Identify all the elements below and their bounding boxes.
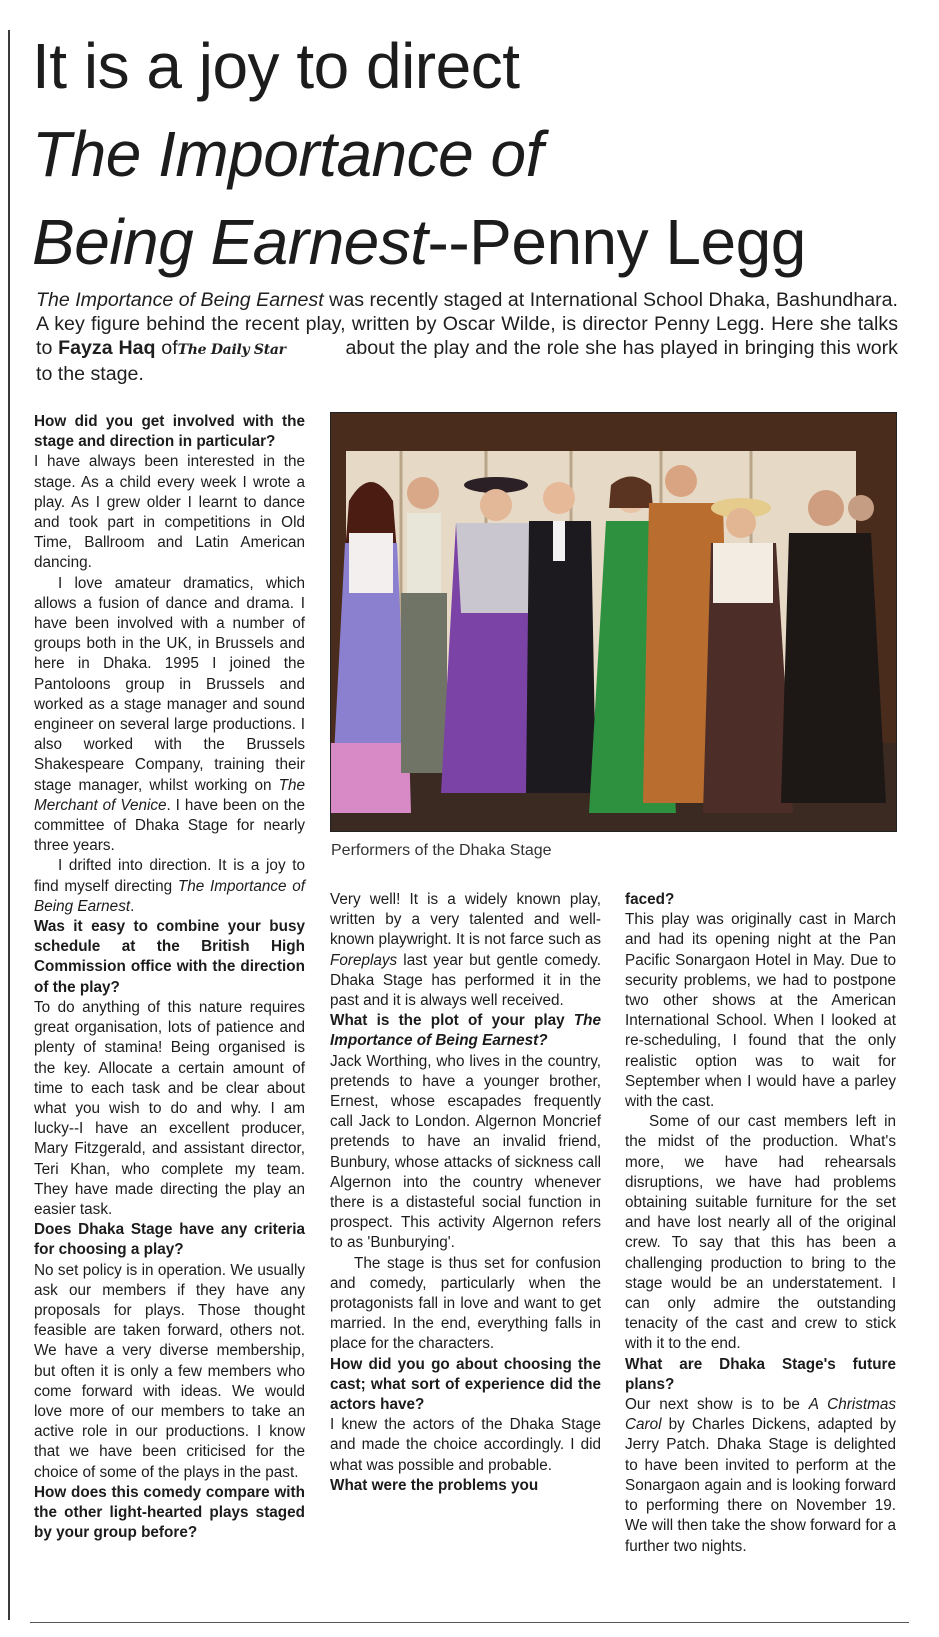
headline-play-title: Being Earnest [32,206,428,278]
lede-paragraph [36,288,898,386]
answer-text: Our next show is to be [625,1396,809,1414]
answer: The stage is thus set for confusion and comedy, particularly when the protagonists fall in love and want to get married. In the end, everything falls in place for the characters. [330,1254,601,1353]
answer [625,1395,896,1557]
question: How did you go about choosing the cast; what sort of experience did the actors have? [330,1355,601,1414]
question: Does Dhaka Stage have any criteria for choosing a play? [34,1221,305,1259]
headline [32,22,912,286]
answer [330,890,601,1011]
question: Was it easy to combine your busy schedule at the British High Commission office with the direction of the play? [34,918,305,996]
answer: To do anything of this nature requires great organisation, lots of patience and plenty of stamina! Being organised is the key. Allocate a certain amount of time to each task and be clear about what you wish to do and why. I am lucky--I have an excellent producer, Mary Fitzgerald, and assistant director, Teri Khan, who complete my team. They have made directing the play an easier task. [34,998,305,1218]
question: What were the problems you [330,1476,539,1494]
answer: I have always been interested in the stage. As a child every week I wrote a play. As I grew older I learnt to dance and took part in competitions in Old Time, Ballroom and Latin American dancing. [34,453,305,572]
answer-text: by Charles Dickens, adapted by Jerry Patch. Dhaka Stage is delighted to have been invited to perform at the Sonargaon again and is looking forward to performing there on November 19. We will then take the show forward for a further two nights. [625,1416,896,1555]
answer [34,856,305,917]
answer: Some of our cast members left in the midst of the production. What's more, we have had rehearsals disruptions, we have had problems obtaining suitable furniture for the set and have lost nearly all of the original crew. To say that this has been a challenging production to bring to the stage would be an understatement. I can only admire the outstanding tenacity of the cast and crew to stick with it to the end. [625,1113,896,1353]
headline-line-2: The Importance of [32,118,543,190]
question: faced? [625,891,675,908]
question-italic: The Importance of Being Earnest? [330,1012,601,1050]
answer-text: I drifted into direction. It is a joy to find myself directing [34,857,305,895]
answer: Jack Worthing, who lives in the country, pretends to have a younger brother, Ernest, whose escapades frequently call Jack to London. Algernon Moncrief pretends to have an invalid friend, Bunbury, whose attacks of sickness call Algernon into the country whenever there is a distasteful social function in prospect. This activity Algernon refers to as 'Bunburying'. [330,1052,601,1252]
question-text: What is the plot of your play [330,1012,574,1030]
article-column-1 [34,412,305,1543]
answer: I knew the actors of the Dhaka Stage and made the choice accordingly. I did what was possible and probable. [330,1416,601,1474]
bottom-rule [30,1622,909,1623]
lede-text-of: of [155,337,178,359]
cast-photo [330,412,897,832]
lede-play-title: The Importance of Being Earnest [36,289,324,311]
question [330,1011,601,1051]
headline-byline: --Penny Legg [427,206,806,278]
lede-text: was recently staged at International School Dhaka, Bashundhara. A key figure behind the recent play, written by Oscar Wilde, is director Penny Legg. Here she talks to [36,289,898,359]
question: How did you get involved with the stage and direction in particular? [34,413,305,451]
article-column-3 [625,890,896,1557]
answer-text: . [130,897,135,915]
answer-text: I love amateur dramatics, which allows a fusion of dance and drama. I have been involved with a number of groups both in the UK, in Brussels and here in Dhaka. 1995 I joined the Pantoloons group in Brussels and worked as a stage manager and sound engineer on several large productions. I also worked with the Brussels Shakespeare Company, training their stage manager, whilst working on [34,574,305,794]
headline-line-1: It is a joy to direct [32,30,520,102]
answer-italic: A Christmas Carol [625,1396,896,1434]
answer-italic: The Importance of Being Earnest [34,877,305,915]
left-column-rule [8,30,10,1620]
answer-italic: Foreplays [330,951,398,969]
question: What are Dhaka Stage's future plans? [625,1355,896,1393]
article-column-2 [330,890,601,1496]
question: How does this comedy compare with the other light-hearted plays staged by your group before? [34,1483,305,1542]
photo-caption: Performers of the Dhaka Stage [331,842,552,859]
answer-text: Very well! It is a widely known play, written by a very talented and well-known playwright. It is not farce such as [330,891,601,949]
lede-author: Fayza Haq [58,337,156,359]
answer [34,574,305,857]
answer-text: last year but gentle comedy. Dhaka Stage has performed it in the past and it is always well received. [330,951,601,1010]
answer: No set policy is in operation. We usually ask our members if they have any proposals for plays. Those thought feasible are taken forward, others not. We have a very diverse membership, but often it is only a few members who come forward with ideas. We would love more of our members to take an active role in our productions. I know that we have been criticised for the choice of some of the plays in the past. [34,1261,305,1481]
answer: This play was originally cast in March and had its opening night at the Pan Pacific Sonargaon Hotel in May. Due to security problems, we had to postpone two other shows at the American International School. When I looked at re-scheduling, I found that the only realistic option was to wait for September when I would have a parley with the cast. [625,911,896,1111]
lede-text-end: about the play and the role she has played in bringing this work to the stage. [36,337,898,385]
answer-text: . I have been on the committee of Dhaka Stage for nearly three years. [34,796,305,855]
performers-photo-illustration [331,413,896,831]
answer-italic: The Merchant of Venice [34,776,305,814]
daily-star-logo: The Daily Star [177,342,286,358]
